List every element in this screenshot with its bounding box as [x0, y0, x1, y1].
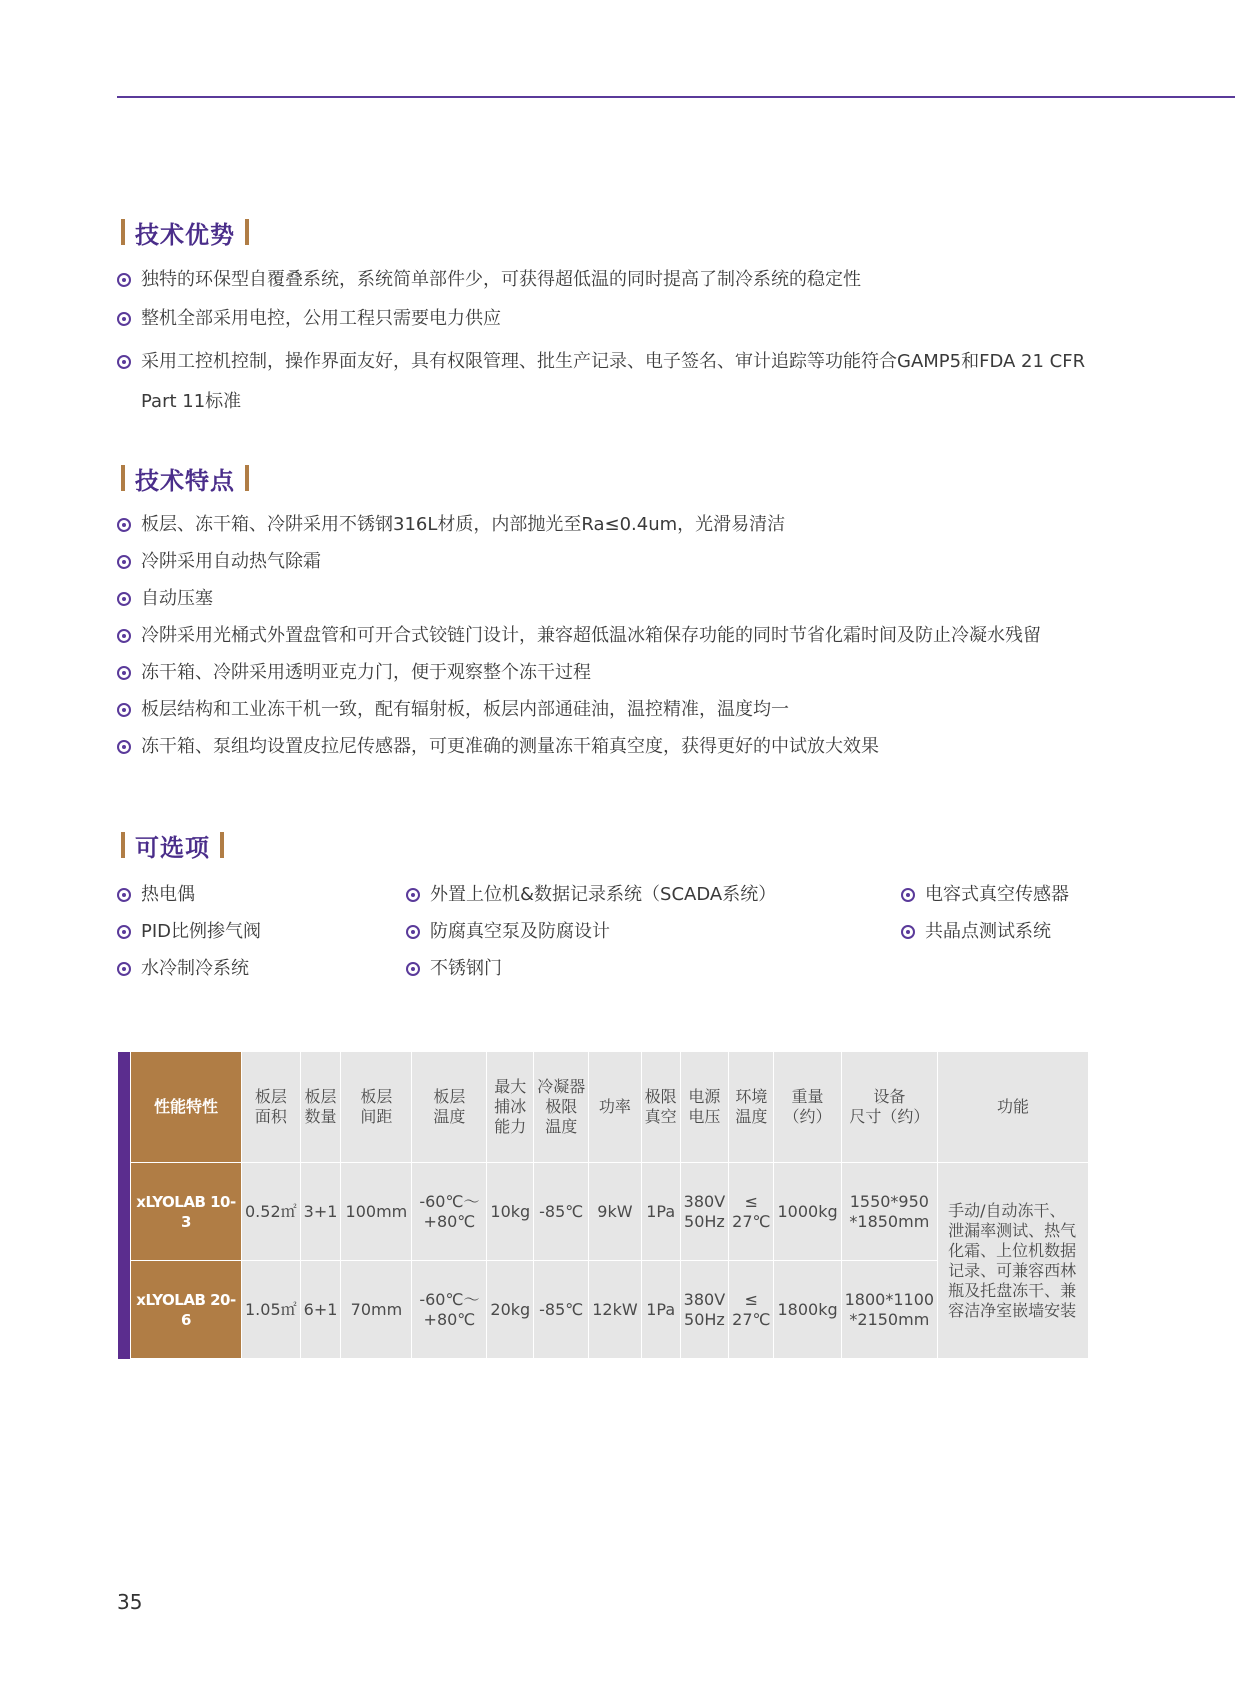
env-cell: ≤ 27℃ — [729, 1163, 774, 1261]
bullet-icon — [406, 962, 420, 976]
ice-cell: 20kg — [487, 1261, 534, 1359]
bullet-icon — [117, 518, 131, 532]
title-bar-left — [121, 832, 125, 858]
table-row — [118, 1163, 1089, 1261]
spacing-cell: 100mm — [341, 1163, 412, 1261]
bullet-icon — [117, 925, 131, 939]
bullet-icon — [117, 703, 131, 717]
area-cell: 0.52㎡ — [242, 1163, 301, 1261]
power-cell: 12kW — [589, 1261, 641, 1359]
bullet-icon — [117, 312, 131, 326]
advantage-item: 采用工控机控制，操作界面友好，具有权限管理、批生产记录、电子签名、审计追踪等功能符合GAMP5和FDA 21 CFR Part 11标准 — [117, 342, 1097, 422]
header-env: 环境 温度 — [729, 1052, 774, 1163]
advantage-item: 独特的环保型自覆叠系统，系统简单部件少，可获得超低温的同时提高了制冷系统的稳定性 — [117, 264, 1097, 296]
ice-cell: 10kg — [487, 1163, 534, 1261]
function-cell: 手动/自动冻干、泄漏率测试、热气化霜、上位机数据记录、可兼容西林瓶及托盘冻干、兼容洁净室嵌墙安装 — [938, 1163, 1089, 1359]
weight-cell: 1800kg — [774, 1261, 841, 1359]
option-item: 外置上位机&数据记录系统（SCADA系统） — [406, 879, 886, 916]
bullet-icon — [117, 355, 131, 369]
feature-item: 自动压塞 — [117, 583, 1217, 620]
bullet-icon — [406, 888, 420, 902]
page-number: 35 — [117, 1590, 143, 1614]
feature-item: 冷阱采用自动热气除霜 — [117, 546, 1217, 583]
header-ice: 最大 捕冰 能力 — [487, 1052, 534, 1163]
voltage-cell: 380V 50Hz — [680, 1163, 728, 1261]
model-cell: xLYOLAB 20-6 — [131, 1261, 242, 1359]
features-title-text: 技术特点 — [135, 466, 235, 495]
header-vacuum: 极限 真空 — [641, 1052, 680, 1163]
header-size: 设备 尺寸（约） — [841, 1052, 937, 1163]
advantages-list — [117, 264, 1097, 429]
feature-item: 冻干箱、冷阱采用透明亚克力门，便于观察整个冻干过程 — [117, 657, 1217, 694]
options-column-1 — [117, 879, 397, 990]
top-divider — [117, 96, 1235, 98]
header-function: 功能 — [938, 1052, 1089, 1163]
power-cell: 9kW — [589, 1163, 641, 1261]
weight-cell: 1000kg — [774, 1163, 841, 1261]
bullet-icon — [901, 888, 915, 902]
title-bar-right — [245, 465, 249, 491]
options-title-text: 可选项 — [135, 833, 210, 862]
model-cell: xLYOLAB 10-3 — [131, 1163, 242, 1261]
option-item: 电容式真空传感器 — [901, 879, 1201, 916]
table-header-row — [118, 1052, 1089, 1163]
section-title-options — [121, 829, 224, 861]
option-item: PID比例掺气阀 — [117, 916, 397, 953]
advantages-title-text: 技术优势 — [135, 220, 235, 249]
title-bar-right — [245, 219, 249, 245]
option-item: 共晶点测试系统 — [901, 916, 1201, 953]
area-cell: 1.05㎡ — [242, 1261, 301, 1359]
header-condenser: 冷凝器 极限 温度 — [534, 1052, 589, 1163]
bullet-icon — [117, 962, 131, 976]
condenser-cell: -85℃ — [534, 1261, 589, 1359]
option-item: 不锈钢门 — [406, 953, 886, 990]
section-title-advantages — [121, 216, 249, 248]
feature-item: 冷阱采用光桶式外置盘管和可开合式铰链门设计，兼容超低温冰箱保存功能的同时节省化霜时间及防止冷凝水残留 — [117, 620, 1217, 657]
temp-cell: -60℃～ +80℃ — [412, 1261, 487, 1359]
feature-item: 板层结构和工业冻干机一致，配有辐射板，板层内部通硅油，温控精准，温度均一 — [117, 694, 1217, 731]
size-cell: 1550*950 *1850mm — [841, 1163, 937, 1261]
advantage-item: 整机全部采用电控，公用工程只需要电力供应 — [117, 303, 1097, 335]
bullet-icon — [117, 666, 131, 680]
vacuum-cell: 1Pa — [641, 1163, 680, 1261]
count-cell: 6+1 — [300, 1261, 341, 1359]
header-label: 性能特性 — [131, 1052, 242, 1163]
header-voltage: 电源 电压 — [680, 1052, 728, 1163]
bullet-icon — [117, 888, 131, 902]
bullet-icon — [117, 740, 131, 754]
feature-item: 板层、冻干箱、冷阱采用不锈钢316L材质，内部抛光至Ra≤0.4um，光滑易清洁 — [117, 509, 1217, 546]
title-bar-left — [121, 219, 125, 245]
env-cell: ≤ 27℃ — [729, 1261, 774, 1359]
options-column-3 — [901, 879, 1201, 953]
title-bar-right — [220, 832, 224, 858]
bullet-icon — [117, 592, 131, 606]
spacing-cell: 70mm — [341, 1261, 412, 1359]
header-power: 功率 — [589, 1052, 641, 1163]
feature-item: 冻干箱、泵组均设置皮拉尼传感器，可更准确的测量冻干箱真空度，获得更好的中试放大效果 — [117, 731, 1217, 768]
header-temp: 板层 温度 — [412, 1052, 487, 1163]
voltage-cell: 380V 50Hz — [680, 1261, 728, 1359]
temp-cell: -60℃～ +80℃ — [412, 1163, 487, 1261]
bullet-icon — [406, 925, 420, 939]
option-item: 热电偶 — [117, 879, 397, 916]
size-cell: 1800*1100 *2150mm — [841, 1261, 937, 1359]
vacuum-cell: 1Pa — [641, 1261, 680, 1359]
options-column-2 — [406, 879, 886, 990]
option-item: 防腐真空泵及防腐设计 — [406, 916, 886, 953]
header-area: 板层 面积 — [242, 1052, 301, 1163]
table-accent-bar — [118, 1052, 131, 1359]
bullet-icon — [117, 629, 131, 643]
bullet-icon — [117, 273, 131, 287]
header-weight: 重量 （约） — [774, 1052, 841, 1163]
bullet-icon — [901, 925, 915, 939]
header-spacing: 板层 间距 — [341, 1052, 412, 1163]
header-count: 板层 数量 — [300, 1052, 341, 1163]
title-bar-left — [121, 465, 125, 491]
bullet-icon — [117, 555, 131, 569]
spec-table — [118, 1051, 1089, 1359]
condenser-cell: -85℃ — [534, 1163, 589, 1261]
option-item: 水冷制冷系统 — [117, 953, 397, 990]
section-title-features — [121, 462, 249, 494]
count-cell: 3+1 — [300, 1163, 341, 1261]
features-list — [117, 509, 1217, 768]
